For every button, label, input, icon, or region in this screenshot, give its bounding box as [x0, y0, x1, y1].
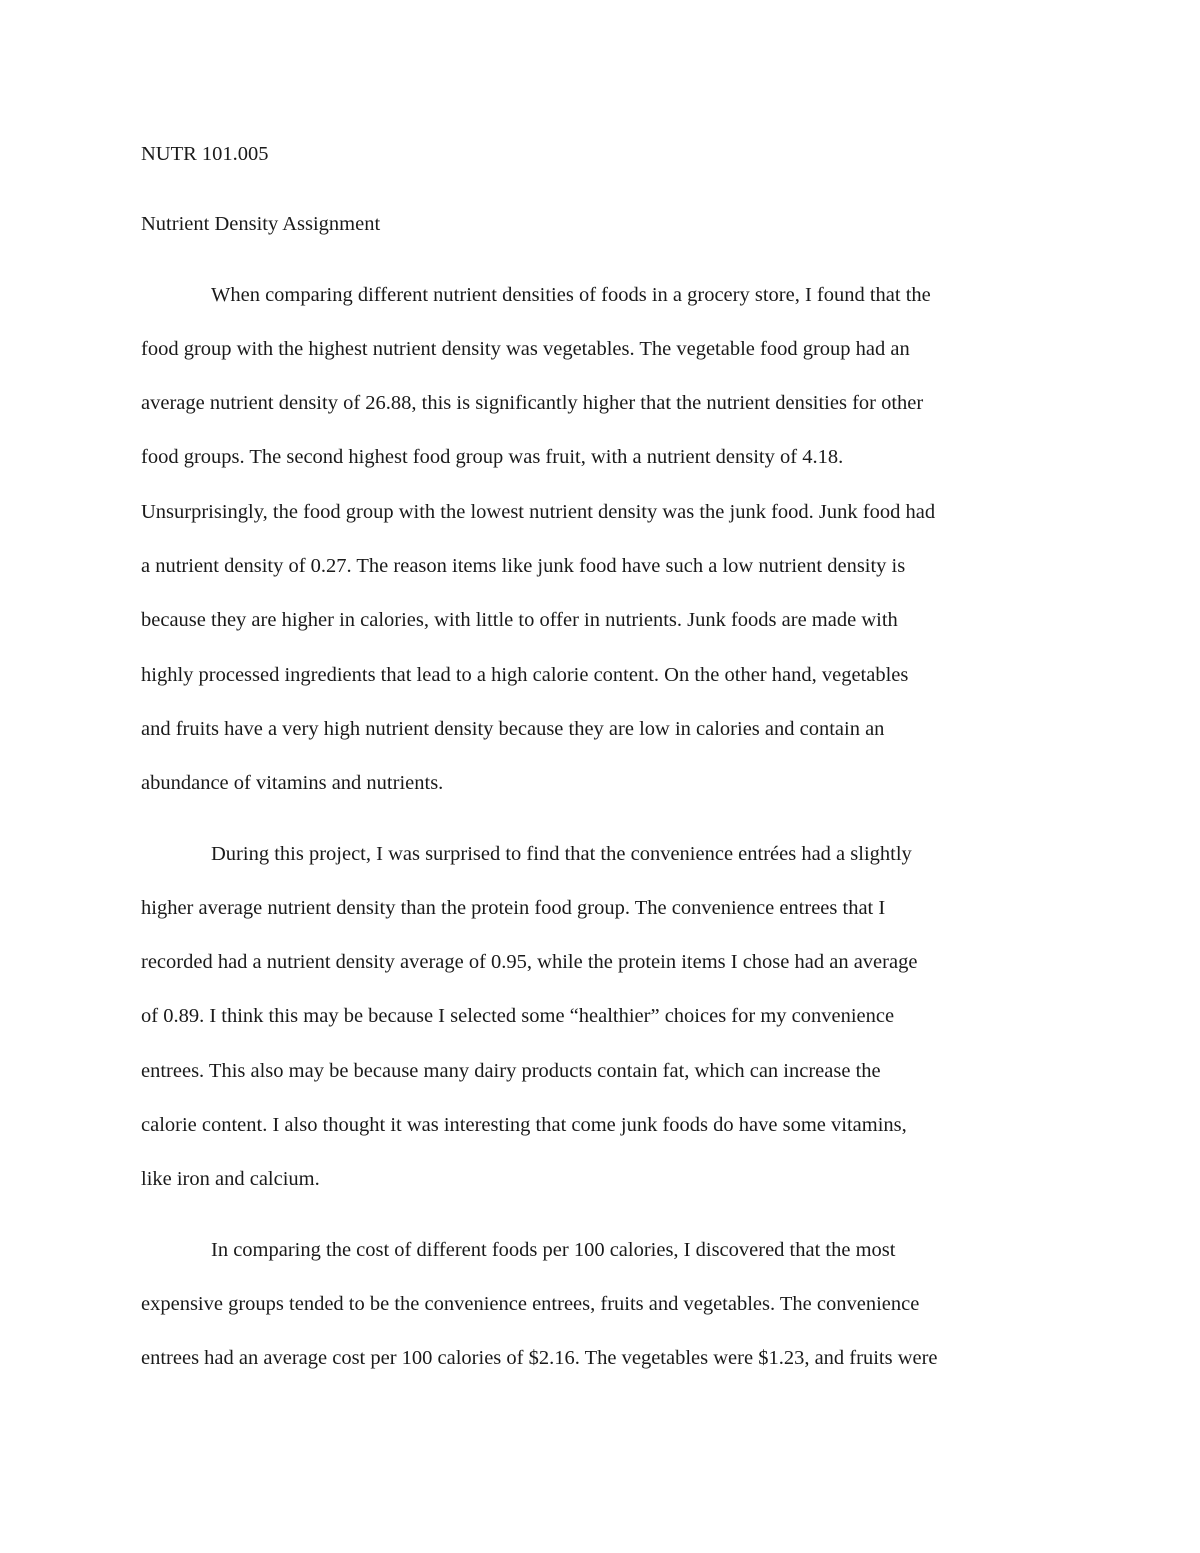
- paragraph-line: food groups. The second highest food group was fruit, with a nutrient density of 4.18.: [141, 446, 844, 469]
- paragraph-line: expensive groups tended to be the convenience entrees, fruits and vegetables. The convenience: [141, 1292, 920, 1315]
- paragraph-line: average nutrient density of 26.88, this is significantly higher that the nutrient densities for other: [141, 392, 924, 415]
- paragraph-2: [141, 827, 1066, 1207]
- paragraph-line: During this project, I was surprised to find that the convenience entrées had a slightly: [211, 842, 912, 865]
- paragraph-line: abundance of vitamins and nutrients.: [141, 772, 444, 795]
- paragraph-line: like iron and calcium.: [141, 1168, 320, 1191]
- paragraph-line: When comparing different nutrient densities of foods in a grocery store, I found that the: [211, 283, 931, 306]
- paragraph-line: and fruits have a very high nutrient density because they are low in calories and contain an: [141, 717, 885, 740]
- assignment-title: Nutrient Density Assignment: [141, 213, 381, 236]
- paragraph-line: Unsurprisingly, the food group with the lowest nutrient density was the junk food. Junk food had: [141, 500, 936, 523]
- paragraph-line: entrees had an average cost per 100 calories of $2.16. The vegetables were $1.23, and fruits were: [141, 1347, 938, 1370]
- paragraph-line: because they are higher in calories, with little to offer in nutrients. Junk foods are made with: [141, 609, 898, 632]
- paragraph-line: recorded had a nutrient density average of 0.95, while the protein items I chose had an average: [141, 951, 918, 974]
- paragraph-line: food group with the highest nutrient density was vegetables. The vegetable food group had an: [141, 337, 910, 360]
- paragraph-line: calorie content. I also thought it was interesting that come junk foods do have some vitamins,: [141, 1114, 907, 1137]
- paragraph-line: highly processed ingredients that lead to a high calorie content. On the other hand, vegetables: [141, 663, 909, 686]
- paragraph-line: higher average nutrient density than the protein food group. The convenience entrees that I: [141, 896, 886, 919]
- paragraph-line: of 0.89. I think this may be because I selected some “healthier” choices for my convenience: [141, 1005, 895, 1028]
- paragraph-3: [141, 1223, 1066, 1386]
- paragraph-1: [141, 268, 1066, 811]
- paragraph-line: In comparing the cost of different foods per 100 calories, I discovered that the most: [211, 1238, 896, 1261]
- course-code: NUTR 101.005: [141, 143, 269, 165]
- paragraph-line: a nutrient density of 0.27. The reason items like junk food have such a low nutrient density is: [141, 555, 906, 578]
- paragraph-line: entrees. This also may be because many dairy products contain fat, which can increase the: [141, 1059, 881, 1082]
- document-body: [141, 127, 1066, 1402]
